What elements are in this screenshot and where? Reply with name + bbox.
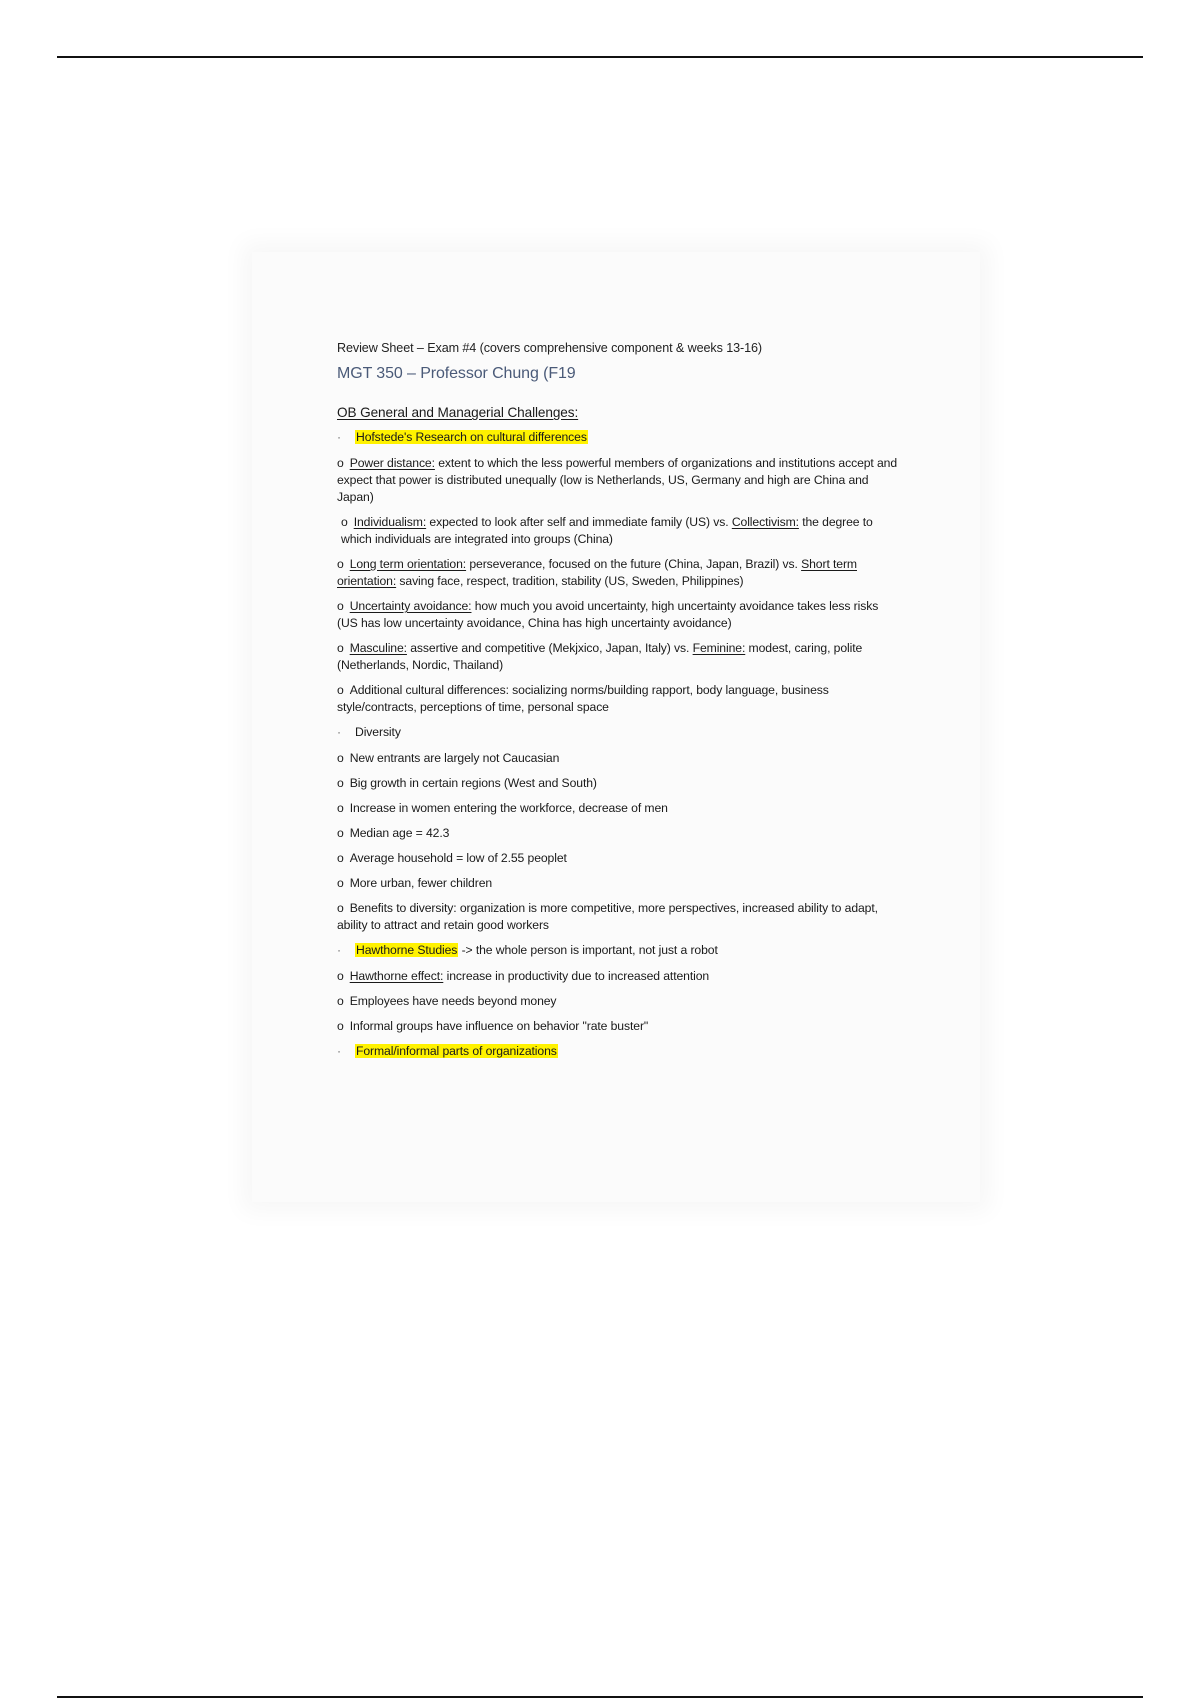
highlighted-text: Hofstede's Research on cultural differences	[356, 430, 587, 444]
item-masculine: o Masculine: assertive and competitive (Mekjxico, Japan, Italy) vs. Feminine: modest, caring, polite (Netherlands, Nordic, Thailand)	[337, 641, 863, 672]
list-item: o Big growth in certain regions (West and South)	[337, 776, 597, 790]
bullet-hawthorne: · Hawthorne Studies -> the whole person is important, not just a robot	[337, 943, 718, 957]
list-item: o More urban, fewer children	[337, 876, 493, 890]
item-power-distance: o Power distance: extent to which the less powerful members of organizations and institutions accept and expect that power is distributed unequally (low is Netherlands, US, Germany and high are China and Japan)	[337, 456, 898, 504]
term: Long term orientation:	[349, 557, 467, 571]
bullet-dot: ·	[337, 1044, 341, 1058]
list-item: o Informal groups have influence on behavior "rate buster"	[337, 1019, 649, 1033]
document-title: Review Sheet – Exam #4 (covers comprehensive component & weeks 13-16)	[337, 341, 762, 355]
term: Short term orientation:	[337, 557, 857, 588]
document-content	[337, 340, 902, 1069]
bullet-dot: ·	[337, 943, 341, 957]
course-title: MGT 350 – Professor Chung (F19	[337, 365, 576, 382]
list-item: o Benefits to diversity: organization is more competitive, more perspectives, increased ability to adapt, ability to attract and retain good workers	[337, 901, 878, 932]
term: Uncertainty avoidance:	[349, 599, 472, 613]
item-additional-differences: o Additional cultural differences: socializing norms/building rapport, body language, business style/contracts, perceptions of time, personal space	[337, 683, 829, 714]
item-uncertainty-avoidance: o Uncertainty avoidance: how much you avoid uncertainty, high uncertainty avoidance takes less risks (US has low uncertainty avoidance, China has high uncertainty avoidance)	[337, 599, 879, 630]
term: Masculine:	[349, 641, 407, 655]
term: Collectivism:	[731, 515, 799, 529]
bullet-diversity: · Diversity	[337, 725, 401, 739]
highlighted-text: Formal/informal parts of organizations	[356, 1044, 557, 1058]
list-item: o Employees have needs beyond money	[337, 994, 557, 1008]
bullet-hofstede	[337, 429, 902, 446]
list-item: o New entrants are largely not Caucasian	[337, 751, 560, 765]
term: Power distance:	[349, 456, 435, 470]
top-rule	[57, 56, 1143, 58]
term: Hawthorne effect:	[349, 969, 444, 983]
bullet-dot: ·	[337, 430, 341, 444]
highlighted-text: Hawthorne Studies	[356, 943, 458, 957]
list-item: o Increase in women entering the workforce, decrease of men	[337, 801, 668, 815]
item-long-term-orientation: o Long term orientation: perseverance, focused on the future (China, Japan, Brazil) vs. Short term orientation: saving face, respect, tradition, stability (US, Sweden, Philippines)	[337, 557, 857, 588]
item-individualism: o Individualism: expected to look after self and immediate family (US) vs. Collectivism: the degree to which individuals are integrated into groups (China)	[341, 515, 873, 546]
term: Feminine:	[692, 641, 746, 655]
bottom-rule	[57, 1696, 1143, 1698]
list-item: o Average household = low of 2.55 peoplet	[337, 851, 567, 865]
item-hawthorne-effect: o Hawthorne effect: increase in productivity due to increased attention	[337, 969, 710, 983]
list-item: o Median age = 42.3	[337, 826, 450, 840]
bullet-formal-informal	[337, 1043, 902, 1060]
section-heading: OB General and Managerial Challenges:	[337, 405, 579, 420]
term: Individualism:	[353, 515, 427, 529]
bullet-dot: ·	[337, 725, 341, 739]
